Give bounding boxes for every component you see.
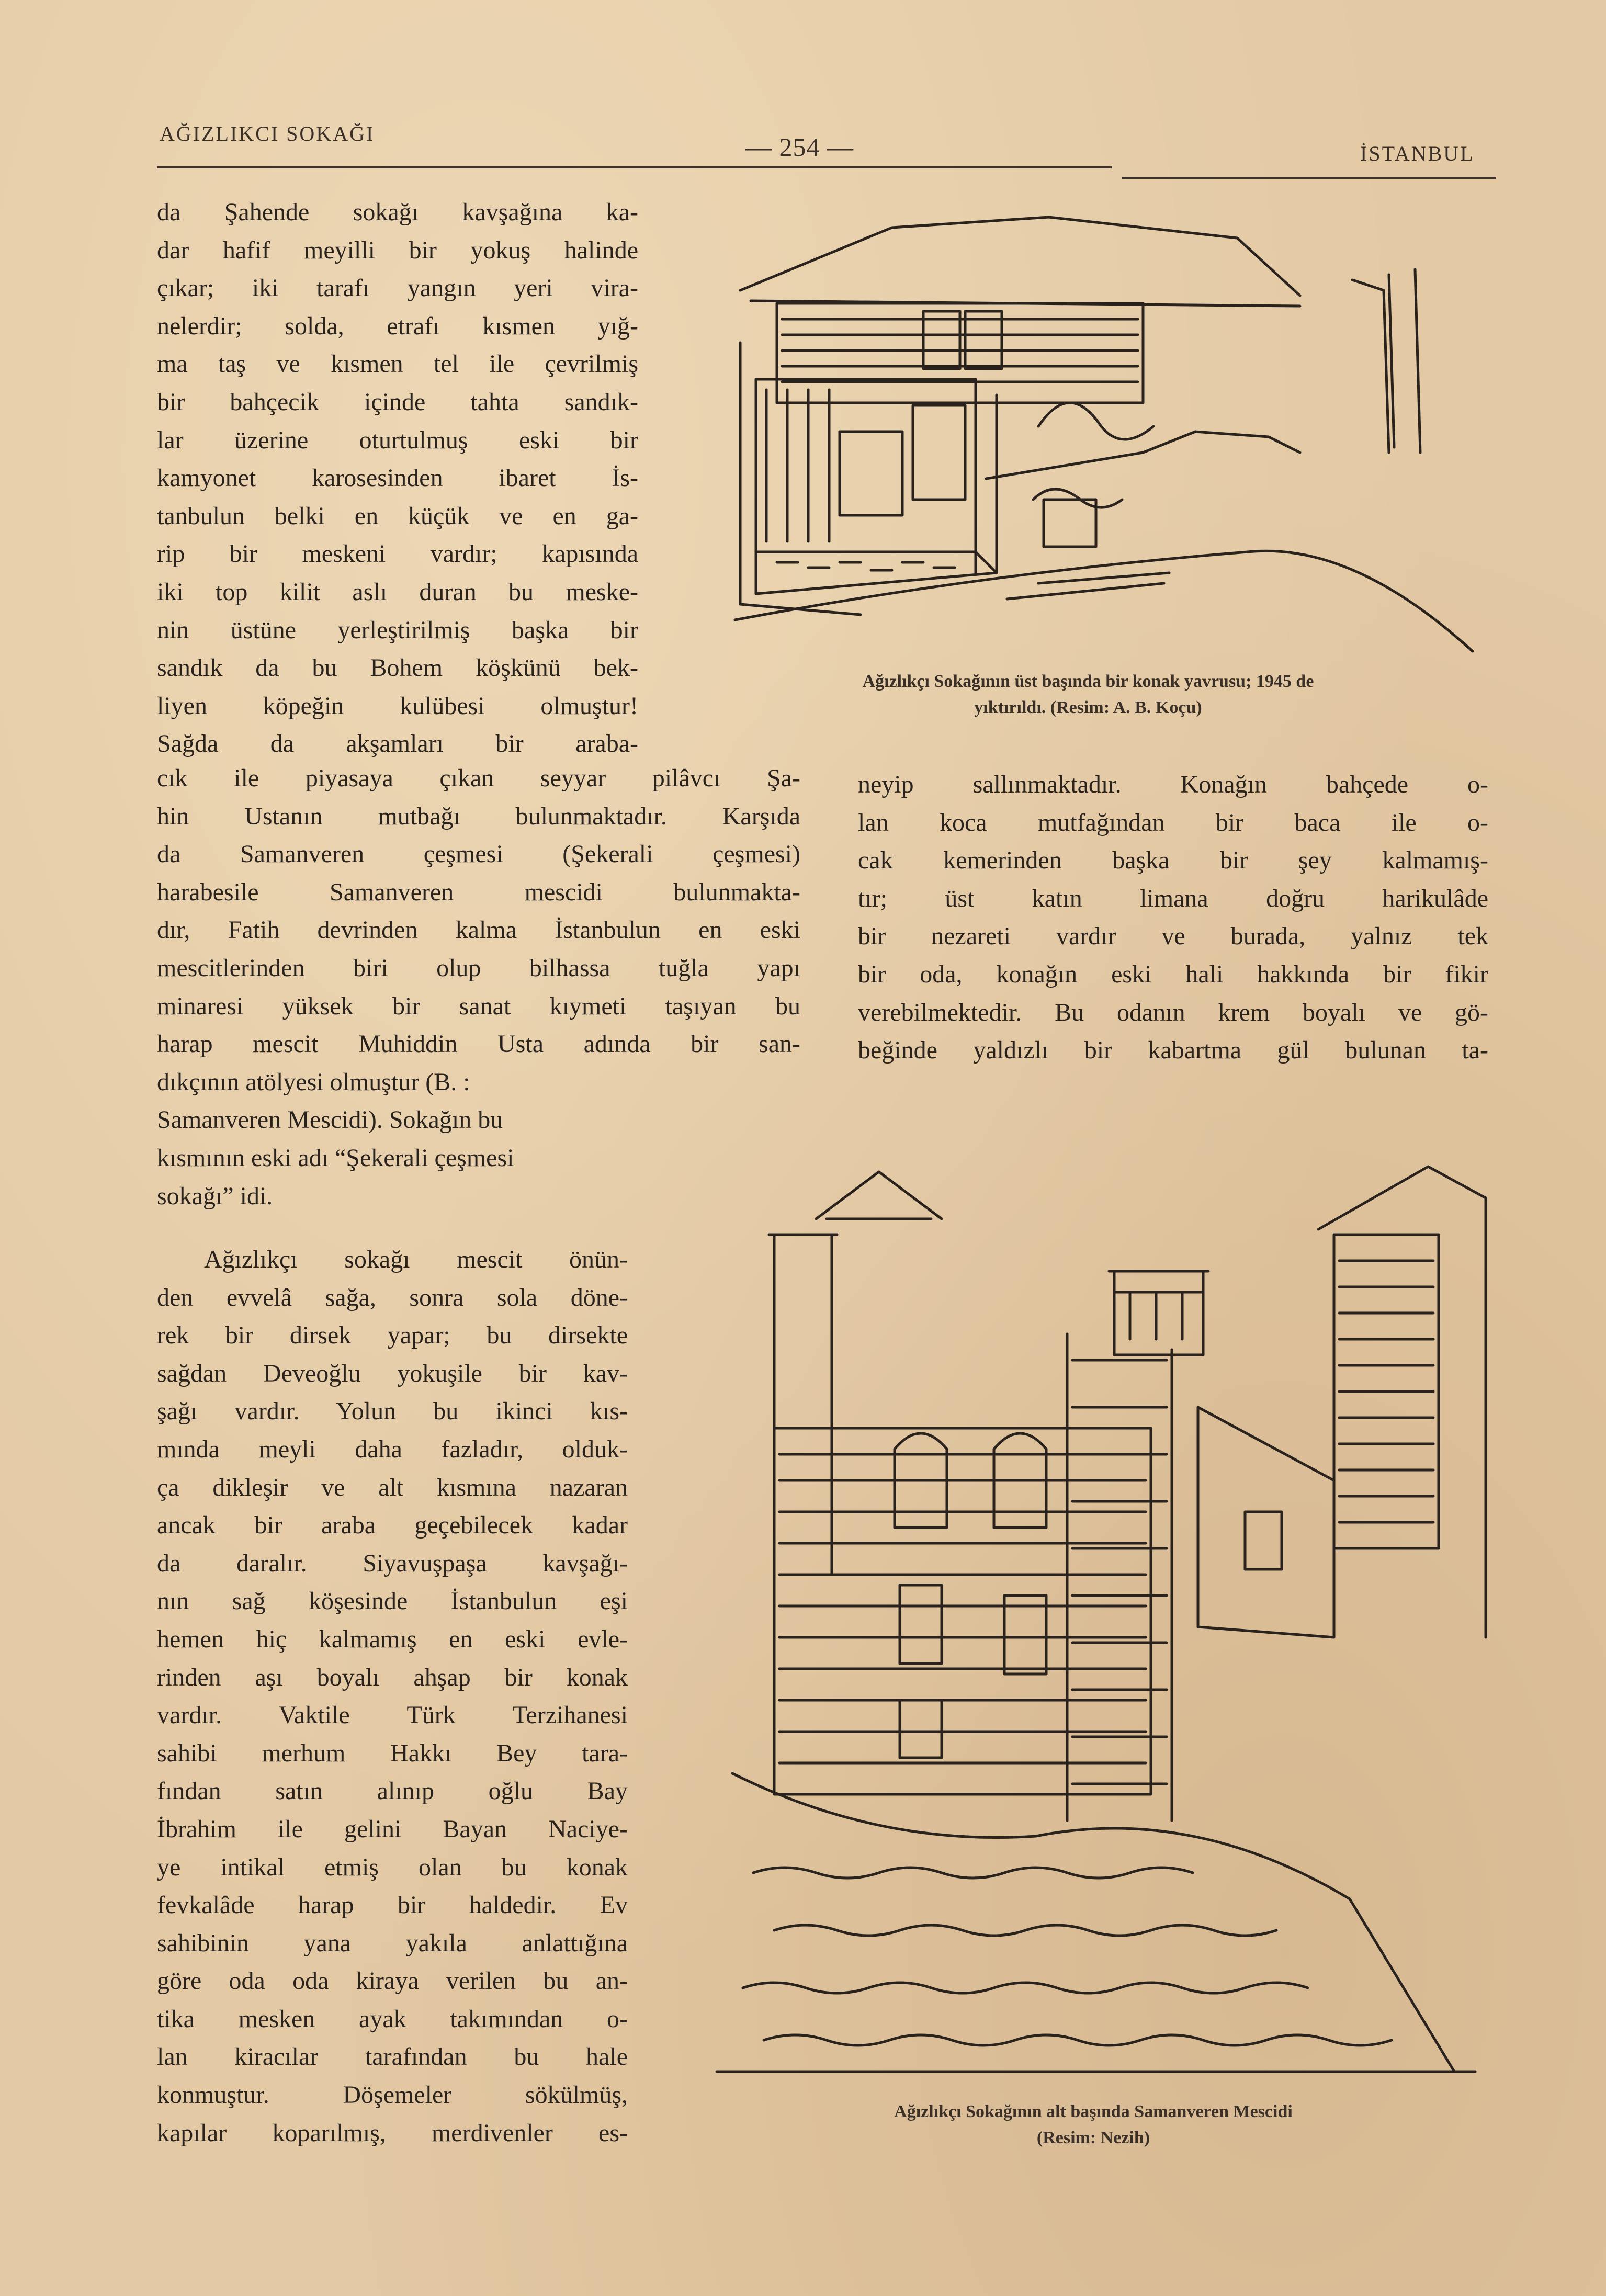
text-line: den evvelâ sağa, sonra sola döne-: [157, 1283, 628, 1311]
mosque-sketch-figure: [670, 1114, 1501, 2082]
text-line: göre oda oda kiraya verilen bu an-: [157, 1967, 628, 1995]
text-line: hin Ustanın mutbağı bulunmaktadır. Karşıda: [157, 802, 800, 830]
figure-caption-bottom-line1: Ağızlıkçı Sokağının alt başında Samanveren Mescidi: [894, 2102, 1293, 2121]
running-head-left: AĞIZLIKCI SOKAĞI: [160, 122, 375, 145]
text-line: da Samanveren çeşmesi (Şekerali çeşmesi): [157, 840, 800, 868]
text-line: da Şahende sokağı kavşağına ka-: [157, 198, 638, 226]
text-line: minaresi yüksek bir sanat kıymeti taşıyan bu: [157, 992, 800, 1020]
text-line: şağı vardır. Yolun bu ikinci kıs-: [157, 1397, 628, 1426]
text-line: sandık da bu Bohem köşkünü bek-: [157, 654, 638, 682]
text-line: nın sağ köşesinde İstanbulun eşi: [157, 1587, 628, 1615]
text-line: cak kemerinden başka bir şey kalmamış-: [858, 846, 1488, 875]
text-line: neyip sallınmaktadır. Konağın bahçede o-: [858, 771, 1488, 798]
text-line: lar üzerine oturtulmuş eski bir: [157, 426, 638, 454]
text-line: ça dikleşir ve alt kısmına nazaran: [157, 1473, 628, 1501]
house-sketch-icon: [672, 207, 1488, 667]
text-line: sağdan Deveoğlu yokuşile bir kav-: [157, 1359, 628, 1387]
text-line: liyen köpeğin kulübesi olmuştur!: [157, 692, 638, 720]
text-column-right: [858, 766, 1488, 1070]
text-line: fevkalâde harap bir haldedir. Ev: [157, 1891, 628, 1919]
text-line: ye intikal etmiş olan bu konak: [157, 1853, 628, 1881]
text-line: rip bir meskeni vardır; kapısında: [157, 540, 638, 568]
text-line: Samanveren Mescidi). Sokağın bu: [157, 1106, 503, 1134]
text-line: verebilmektedir. Bu odanın krem boyalı ve gö-: [858, 998, 1488, 1026]
running-head-right: İSTANBUL: [1360, 142, 1475, 165]
text-line: bir oda, konağın eski hali hakkında bir fikir: [858, 960, 1488, 988]
text-line: konmuştur. Döşemeler sökülmüş,: [157, 2081, 628, 2109]
text-line: fından satın alınıp oğlu Bay: [157, 1777, 628, 1805]
text-line: bir nezareti vardır ve burada, yalnız tek: [858, 922, 1488, 951]
text-line: kısmının eski adı “Şekerali çeşmesi: [157, 1144, 514, 1172]
figure-caption-top: [701, 669, 1475, 721]
text-line: Ağızlıkçı sokağı mescit önün-: [204, 1246, 628, 1273]
text-line: harap mescit Muhiddin Usta adında bir san-: [157, 1030, 800, 1058]
header-rule-right: [1122, 177, 1496, 179]
text-line: beğinde yaldızlı bir kabartma gül bulunan ta-: [858, 1036, 1488, 1065]
text-column-left-paragraph: [157, 1241, 628, 2152]
text-line: Sağda da akşamları bir araba-: [157, 730, 638, 758]
text-line: dır, Fatih devrinden kalma İstanbulun en eski: [157, 916, 800, 944]
text-line: mescitlerinden biri olup bilhassa tuğla yapı: [157, 954, 800, 982]
text-line: çıkar; iki tarafı yangın yeri vira-: [157, 274, 638, 302]
figure-caption-top-line2: yıktırıldı. (Resim: A. B. Koçu): [974, 698, 1202, 717]
text-line: harabesile Samanveren mescidi bulunmakta-: [157, 878, 800, 906]
text-line: rinden aşı boyalı ahşap bir konak: [157, 1663, 628, 1691]
text-line: lan koca mutfağından bir baca ile o-: [858, 808, 1488, 836]
text-line: hemen hiç kalmamış en eski evle-: [157, 1625, 628, 1653]
text-line: dıkçının atölyesi olmuştur (B. :: [157, 1068, 470, 1096]
page-number: — 254 —: [745, 132, 854, 162]
text-line: ma taş ve kısmen tel ile çevrilmiş: [157, 350, 638, 378]
figure-caption-bottom-line2: (Resim: Nezih): [1036, 2128, 1150, 2147]
text-line: nin üstüne yerleştirilmiş başka bir: [157, 616, 638, 644]
text-line: cık ile piyasaya çıkan seyyar pilâvcı Şa-: [157, 764, 800, 792]
text-column-top-left: [157, 194, 638, 763]
text-line: da daralır. Siyavuşpaşa kavşağı-: [157, 1549, 628, 1577]
text-line: tır; üst katın limana doğru harikulâde: [858, 884, 1488, 912]
text-line: rek bir dirsek yapar; bu dirsekte: [157, 1321, 628, 1350]
text-line: mında meyli daha fazladır, olduk-: [157, 1435, 628, 1463]
text-line: kamyonet karosesinden ibaret İs-: [157, 464, 638, 492]
text-line: sahibinin yana yakıla anlattığına: [157, 1929, 628, 1957]
text-line: İbrahim ile gelini Bayan Naciye-: [157, 1815, 628, 1843]
text-line: nelerdir; solda, etrafı kısmen yığ-: [157, 312, 638, 340]
header-rule-left: [157, 166, 1112, 168]
house-sketch-figure: [672, 207, 1488, 667]
text-line: lan kiracılar tarafından bu hale: [157, 2043, 628, 2071]
text-line: tanbulun belki en küçük ve en ga-: [157, 502, 638, 530]
text-line: ancak bir araba geçebilecek kadar: [157, 1511, 628, 1540]
figure-caption-top-line1: Ağızlıkçı Sokağının üst başında bir konak yavrusu; 1945 de: [862, 672, 1314, 691]
text-line: vardır. Vaktile Türk Terzihanesi: [157, 1701, 628, 1729]
text-line: sahibi merhum Hakkı Bey tara-: [157, 1739, 628, 1767]
text-line: dar hafif meyilli bir yokuş halinde: [157, 236, 638, 264]
text-line: tika mesken ayak takımından o-: [157, 2005, 628, 2033]
figure-caption-bottom: [706, 2099, 1480, 2151]
mosque-sketch-icon: [670, 1114, 1501, 2082]
text-line: iki top kilit aslı duran bu meske-: [157, 578, 638, 606]
text-line: sokağı” idi.: [157, 1182, 273, 1210]
text-line: bir bahçecik içinde tahta sandık-: [157, 388, 638, 416]
text-line: kapılar koparılmış, merdivenler es-: [157, 2119, 628, 2147]
